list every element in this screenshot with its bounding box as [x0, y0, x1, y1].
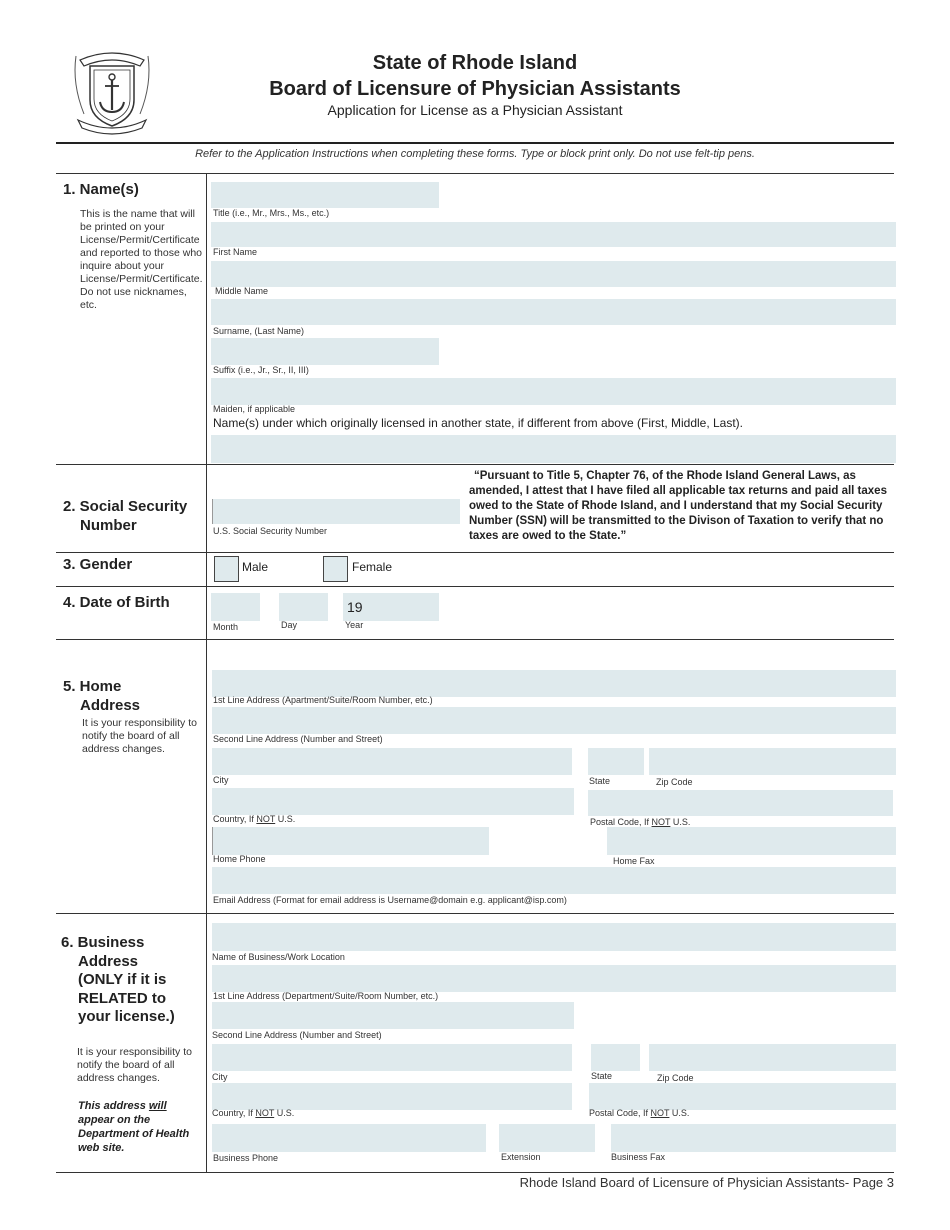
email-field[interactable] — [212, 867, 896, 894]
instructions-text: Refer to the Application Instructions when completing these forms. Type or block print only. Do not use felt-tip pens. — [195, 148, 755, 160]
divider — [56, 639, 894, 640]
home-zip-label: Zip Code — [656, 777, 693, 787]
home-phone-field[interactable] — [212, 827, 489, 855]
home-postal-code-label: Postal Code, If NOT U.S. — [590, 817, 691, 827]
business-name-field[interactable] — [212, 923, 896, 951]
business-fax-label: Business Fax — [611, 1152, 666, 1162]
home-section-note: It is your responsibility to notify the board of all address changes. — [82, 717, 197, 755]
business-state-label: State — [591, 1071, 613, 1081]
divider — [56, 1172, 894, 1173]
home-address-line1-field[interactable] — [212, 670, 896, 697]
business-section-note: It is your responsibility to notify the board of all address changes. — [77, 1046, 192, 1084]
divider — [56, 173, 894, 174]
divider — [56, 913, 894, 914]
birth-day-label: Day — [281, 620, 298, 630]
home-zip-field[interactable] — [649, 748, 896, 775]
female-checkbox[interactable] — [323, 556, 348, 582]
business-zip-field[interactable] — [649, 1044, 896, 1071]
home-section-title: 5. Home — [63, 678, 122, 695]
home-address-line2-field[interactable] — [212, 707, 896, 734]
title-label: Title (i.e., Mr., Mrs., Ms., etc.) — [213, 208, 330, 218]
home-fax-field[interactable] — [607, 827, 896, 855]
ssn-label: U.S. Social Security Number — [213, 526, 328, 536]
business-city-label: City — [212, 1072, 228, 1082]
male-checkbox[interactable] — [214, 556, 239, 582]
birth-year-prefix: 19 — [347, 599, 363, 615]
business-name-label: Name of Business/Work Location — [212, 952, 345, 962]
names-section-title: 1. Name(s) — [63, 181, 139, 198]
board-heading: Board of Licensure of Physician Assistants — [269, 78, 681, 100]
home-country-field[interactable] — [212, 788, 574, 815]
business-country-label: Country, If NOT U.S. — [212, 1108, 295, 1118]
home-postal-code-field[interactable] — [588, 790, 893, 816]
ssn-field[interactable] — [212, 499, 460, 524]
home-state-field[interactable] — [588, 748, 644, 775]
business-address-line2-field[interactable] — [212, 1002, 574, 1029]
home-country-label: Country, If NOT U.S. — [213, 814, 296, 824]
column-divider — [206, 173, 207, 1173]
business-address-line1-label: 1st Line Address (Department/Suite/Room Number, etc.) — [213, 991, 439, 1001]
home-phone-label: Home Phone — [213, 854, 266, 864]
male-label: Male — [242, 560, 269, 574]
birth-month-field[interactable] — [211, 593, 260, 621]
email-label: Email Address (Format for email address is Username@domain e.g. applicant@isp.com) — [213, 895, 567, 905]
business-fax-field[interactable] — [611, 1124, 896, 1152]
original-license-name-label: Name(s) under which originally licensed in another state, if different from above (First, Middle, Last). — [213, 416, 744, 430]
ssn-attestation-statement: “Pursuant to Title 5, Chapter 76, of the Rhode Island General Laws, as amended, I attest that I have filed all applicable tax returns and paid all taxes owed to the State of Rhode Island, and I understand that my Social Security Number (SSN) will be transmitted to the Divison of Taxation to verify that no taxes are owed to the State.” — [469, 470, 887, 542]
divider — [56, 552, 894, 553]
business-phone-field[interactable] — [212, 1124, 486, 1152]
middle-name-label: Middle Name — [215, 286, 269, 296]
dob-section-title: 4. Date of Birth — [63, 594, 170, 611]
business-extension-field[interactable] — [499, 1124, 595, 1152]
state-heading: State of Rhode Island — [372, 52, 578, 74]
surname-field[interactable] — [211, 299, 896, 325]
middle-name-field[interactable] — [211, 261, 896, 287]
birth-year-label: Year — [345, 620, 364, 630]
home-fax-label: Home Fax — [613, 856, 655, 866]
business-web-notice: This address will appear on the Department of Health web site. — [78, 1100, 190, 1154]
business-section-title-line4: RELATED to — [78, 990, 167, 1007]
business-address-line1-field[interactable] — [212, 965, 896, 992]
business-section-title-line3: (ONLY if it is — [78, 971, 167, 988]
business-address-line2-label: Second Line Address (Number and Street) — [212, 1030, 382, 1040]
business-postal-code-label: Postal Code, If NOT U.S. — [589, 1108, 690, 1118]
home-address-line1-label: 1st Line Address (Apartment/Suite/Room Number, etc.) — [213, 695, 433, 705]
first-name-field[interactable] — [211, 222, 896, 247]
divider — [56, 464, 894, 465]
suffix-field[interactable] — [211, 338, 439, 365]
divider — [56, 586, 894, 587]
maiden-name-label: Maiden, if applicable — [213, 404, 296, 414]
home-state-label: State — [589, 776, 611, 786]
home-city-field[interactable] — [212, 748, 572, 775]
birth-day-field[interactable] — [279, 593, 328, 621]
business-section-title-line2: Address — [78, 953, 139, 970]
gender-section-title: 3. Gender — [63, 556, 133, 573]
form-subtitle: Application for License as a Physician Assistant — [327, 102, 623, 118]
names-section-note: This is the name that will be printed on your License/Permit/Certificate and reported to those who inquire about your License/Permit/Certificate. Do not use nicknames, etc. — [80, 208, 203, 311]
surname-label: Surname, (Last Name) — [213, 326, 305, 336]
original-license-name-field[interactable] — [211, 435, 896, 463]
business-section-title-line5: your license.) — [78, 1008, 175, 1025]
business-phone-label: Business Phone — [213, 1153, 279, 1163]
header-rule — [56, 142, 894, 144]
ssn-section-title-line2: Number — [80, 517, 137, 534]
business-zip-label: Zip Code — [657, 1073, 694, 1083]
title-field[interactable] — [211, 182, 439, 208]
first-name-label: First Name — [213, 247, 258, 257]
birth-month-label: Month — [213, 622, 239, 632]
business-extension-label: Extension — [501, 1152, 541, 1162]
suffix-label: Suffix (i.e., Jr., Sr., II, III) — [213, 365, 309, 375]
home-address-line2-label: Second Line Address (Number and Street) — [213, 734, 383, 744]
business-postal-code-field[interactable] — [589, 1083, 896, 1110]
business-section-title: 6. Business — [61, 934, 145, 951]
business-state-field[interactable] — [591, 1044, 640, 1071]
home-city-label: City — [213, 775, 229, 785]
home-section-title-line2: Address — [80, 697, 141, 714]
page-footer: Rhode Island Board of Licensure of Physician Assistants- Page 3 — [519, 1175, 894, 1190]
business-city-field[interactable] — [212, 1044, 572, 1071]
maiden-name-field[interactable] — [211, 378, 896, 405]
female-label: Female — [352, 560, 393, 574]
ssn-section-title: 2. Social Security — [63, 498, 188, 515]
business-country-field[interactable] — [212, 1083, 572, 1110]
